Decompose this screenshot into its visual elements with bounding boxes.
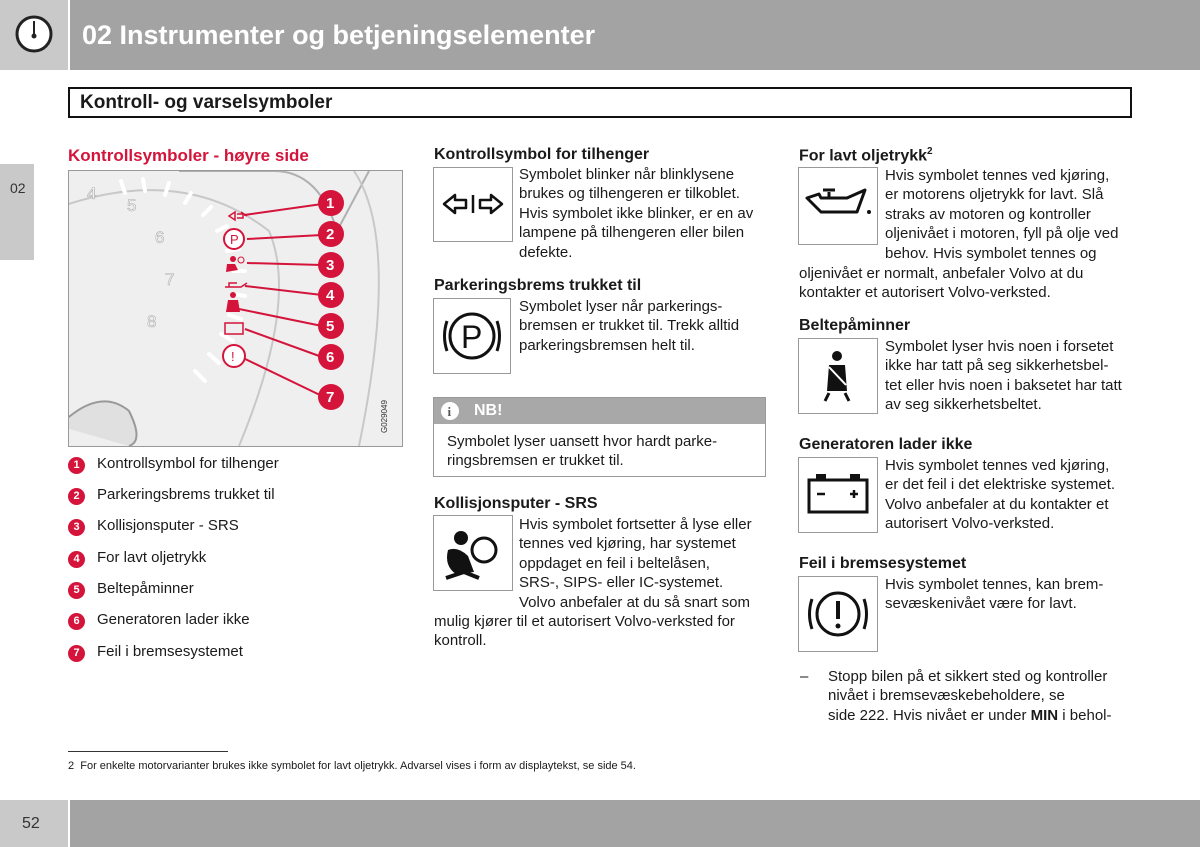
battery-icon	[799, 458, 877, 532]
legend-text: Kontrollsymbol for tilhenger	[97, 455, 279, 472]
legend-badge: 4	[68, 551, 85, 568]
text-line: Symbolet blinker når blinklysene	[519, 166, 735, 183]
text-line: brukes og tilhengeren er tilkoblet.	[519, 185, 740, 203]
svg-text:P: P	[461, 319, 483, 355]
text-line: er det feil i det elektriske systemet.	[885, 476, 1116, 494]
generator-description	[885, 456, 1115, 534]
text-line: kontakter et autorisert Volvo-verksted.	[799, 284, 1051, 302]
chapter-title: 02 Instrumenter og betjeningselementer	[82, 20, 596, 50]
text-line: parkeringsbremsen helt til.	[519, 336, 695, 354]
airbag-description-continued	[434, 612, 735, 651]
text-line: Hvis symbolet fortsetter å lyse eller	[519, 516, 752, 533]
text-line: nivået i bremsevæskebeholdere, se	[828, 687, 1065, 705]
instrument-illustration	[69, 171, 402, 446]
parking-brake-indicator-icon	[224, 229, 244, 249]
seatbelt-title: Beltepåminner	[799, 317, 911, 334]
text-line: tet eller hvis noen i baksetet har tatt	[885, 376, 1122, 394]
text-line: oljenivået er normalt, anbefaler Volvo at du	[799, 265, 1084, 282]
footnote-marker: 2	[927, 146, 933, 157]
trailer-indicator-icon	[229, 212, 247, 220]
text-line: bremsen er trukket til. Trekk alltid	[519, 317, 740, 335]
gauge-number: 4	[87, 184, 97, 203]
legend-badge: 3	[68, 519, 85, 536]
note-label: NB!	[474, 402, 503, 419]
footnote	[68, 760, 636, 772]
airbag-icon-box	[433, 515, 513, 591]
text-line	[828, 706, 1112, 725]
chapter-side-number: 02	[10, 180, 26, 196]
footnote-text: For enkelte motorvarianter brukes ikke symbolet for lavt oljetrykk. Advarsel vises i form av displaytekst, se side 54.	[80, 760, 636, 772]
oil-pressure-icon-box	[798, 167, 878, 245]
svg-text:!: !	[231, 349, 235, 364]
text-span: i behol-	[1058, 706, 1112, 724]
legend-badge: 2	[68, 488, 85, 505]
text-line: straks av motoren og kontroller	[885, 205, 1091, 223]
text-line: oljenivået i motoren, fyll på olje ved	[885, 225, 1119, 243]
generator-indicator-icon	[225, 323, 243, 334]
trailer-icon	[434, 168, 512, 241]
text-line: tennes ved kjøring, har systemet	[519, 535, 736, 553]
brake-warning-indicator-icon	[223, 345, 245, 367]
airbag-description	[519, 515, 752, 612]
text-line: mulig kjører til et autorisert Volvo-verksted for	[434, 613, 735, 630]
seatbelt-icon-box	[798, 338, 878, 414]
brake-system-description	[885, 575, 1103, 614]
callout-number: 7	[326, 389, 335, 406]
text-line: Symbolet lyser uansett hvor hardt parke-	[447, 433, 718, 450]
text-line: defekte.	[519, 243, 573, 261]
page-number: 52	[22, 815, 40, 832]
legend-text: Feil i bremsesystemet	[97, 643, 243, 660]
airbag-icon	[434, 516, 512, 590]
gauge-number: 8	[147, 312, 157, 331]
text-line: Hvis symbolet tennes ved kjøring,	[885, 457, 1110, 474]
parking-brake-description	[519, 297, 739, 355]
oil-pressure-title-text: For lavt oljetrykk	[799, 147, 928, 165]
text-line: av seg sikkerhetsbeltet.	[885, 396, 1042, 414]
text-line: Stopp bilen på et sikkert sted og kontroller	[828, 668, 1108, 685]
text-line: ikke har tatt på seg sikkerhetsbel-	[885, 357, 1109, 375]
callout-number: 1	[326, 195, 335, 212]
section-title: Kontroll- og varselsymboler	[80, 92, 333, 113]
footer-bar	[70, 800, 1200, 847]
step-dash: –	[800, 668, 809, 685]
svg-text:i: i	[447, 404, 452, 419]
legend-text: Kollisjonsputer - SRS	[97, 517, 239, 534]
brake-warning-icon	[799, 577, 877, 651]
callout-number: 3	[326, 257, 335, 274]
oil-pressure-description-continued	[799, 264, 1083, 303]
text-line: Volvo anbefaler at du så snart som	[519, 593, 750, 611]
text-line: Hvis symbolet tennes ved kjøring,	[885, 167, 1110, 184]
parking-brake-icon	[434, 299, 510, 373]
legend-text: Parkeringsbrems trukket til	[97, 486, 275, 503]
text-line: behov. Hvis symbolet tennes og	[885, 244, 1097, 262]
gauge-number: 7	[165, 270, 175, 289]
callout-leader-lines	[239, 204, 322, 396]
text-line: Volvo anbefaler at du kontakter et	[885, 495, 1109, 513]
legend-text: Generatoren lader ikke	[97, 611, 250, 628]
gauge-number: 6	[155, 228, 165, 247]
gauge-number: 5	[127, 196, 137, 215]
text-line: ringsbremsen er trukket til.	[447, 452, 624, 470]
generator-icon-box	[798, 457, 878, 533]
step-text	[828, 667, 1112, 725]
oil-can-icon	[799, 168, 877, 244]
text-line: Symbolet lyser når parkerings-	[519, 298, 723, 315]
brake-system-title: Feil i bremsesystemet	[799, 555, 967, 572]
text-line: sevæskenivået være for lavt.	[885, 595, 1077, 613]
seatbelt-description	[885, 337, 1122, 415]
oil-pressure-title	[799, 146, 933, 165]
legend-badge: 5	[68, 582, 85, 599]
footnote-number: 2	[68, 760, 75, 772]
chapter-side-tab	[0, 164, 34, 260]
text-line: Symbolet lyser hvis noen i forsetet	[885, 338, 1114, 355]
text-line: kontroll.	[434, 632, 487, 650]
svg-text:P: P	[230, 232, 239, 247]
instrument-diagram	[68, 170, 403, 447]
callout-number: 2	[326, 226, 335, 243]
legend-text: For lavt oljetrykk	[97, 549, 207, 566]
legend-badge: 7	[68, 645, 85, 662]
text-line: Hvis symbolet tennes, kan brem-	[885, 576, 1104, 593]
figure-code: G029049	[380, 400, 389, 433]
legend-badge: 6	[68, 613, 85, 630]
parking-brake-title: Parkeringsbrems trukket til	[434, 277, 642, 294]
oil-pressure-indicator-icon	[225, 283, 247, 287]
note-text	[447, 432, 717, 471]
trailer-description	[519, 165, 753, 262]
oil-pressure-description	[885, 166, 1118, 263]
text-line: autorisert Volvo-verksted.	[885, 515, 1055, 533]
gauge-icon	[14, 14, 54, 54]
text-line: lampene på tilhengeren eller bilen	[519, 224, 745, 242]
callout-number: 6	[326, 349, 335, 366]
min-keyword: MIN	[1030, 706, 1059, 724]
parking-brake-icon-box	[433, 298, 511, 374]
legend-text: Beltepåminner	[97, 580, 194, 597]
trailer-title: Kontrollsymbol for tilhenger	[434, 146, 650, 163]
brake-system-icon-box	[798, 576, 878, 652]
callout-number: 5	[326, 318, 335, 335]
airbag-title: Kollisjonsputer - SRS	[434, 495, 598, 512]
text-line: er motorens oljetrykk for lavt. Slå	[885, 186, 1104, 204]
trailer-icon-box	[433, 167, 513, 242]
footnote-divider	[68, 751, 228, 752]
left-column-heading: Kontrollsymboler - høyre side	[68, 146, 309, 165]
seatbelt-icon	[799, 339, 877, 413]
legend-badge: 1	[68, 457, 85, 474]
text-line: SRS-, SIPS- eller IC-systemet.	[519, 574, 724, 592]
text-line: Hvis symbolet ikke blinker, er en av	[519, 204, 754, 222]
text-span: side 222. Hvis nivået er under	[828, 706, 1031, 724]
callout-number: 4	[326, 287, 335, 304]
text-line: oppdaget en feil i beltelåsen,	[519, 554, 710, 572]
info-icon	[440, 401, 460, 421]
generator-title: Generatoren lader ikke	[799, 436, 973, 453]
